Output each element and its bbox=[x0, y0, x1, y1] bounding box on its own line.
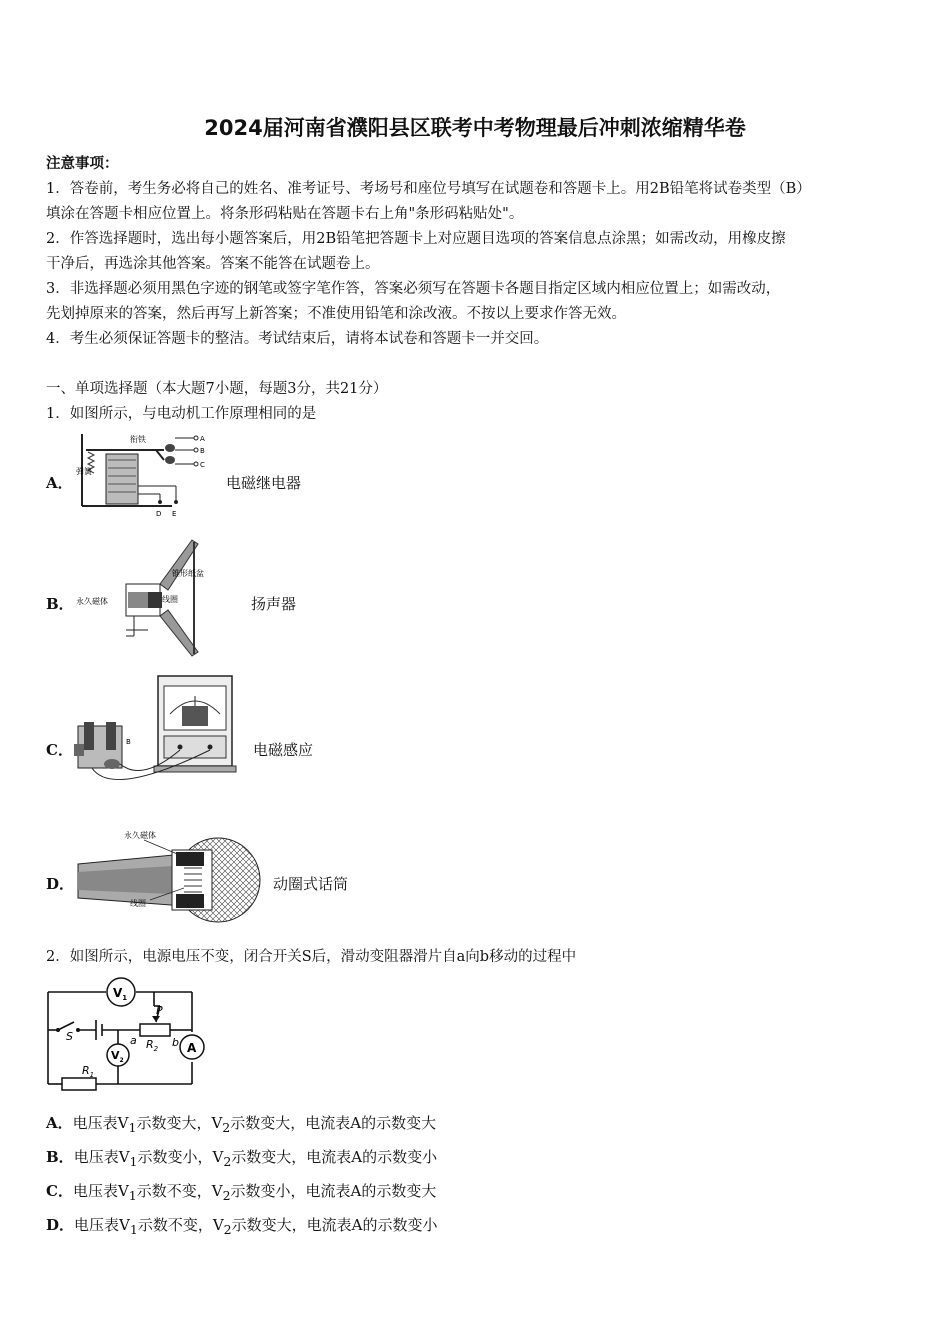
relay-terminal-c: C bbox=[200, 461, 205, 469]
ammeter-symbol: A bbox=[187, 1041, 197, 1055]
switch-label: S bbox=[66, 1030, 73, 1043]
option-a-caption: 电磁继电器 bbox=[226, 474, 302, 492]
q2-option-b: B．电压表$V_1$示数变小，$V_2$示数变大，电流表A的示数变小 bbox=[46, 1148, 438, 1169]
speaker-magnet-label: 永久磁体 bbox=[76, 597, 108, 606]
q2-option-c: C．电压表$V_1$示数不变，$V_2$示数变小，电流表A的示数变大 bbox=[46, 1182, 437, 1203]
option-b-caption: 扬声器 bbox=[251, 595, 297, 613]
mic-magnet-label: 永久磁体 bbox=[124, 831, 156, 840]
option-b-label: B． bbox=[46, 595, 74, 613]
notice-line: 1．答卷前，考生务必将自己的姓名、准考证号、考场号和座位号填写在试题卷和答题卡上。用2B铅笔将试卷类型（B） bbox=[46, 181, 811, 197]
question-2-stem: 2．如图所示，电源电压不变，闭合开关S后，滑动变阻器滑片自a向b移动的过程中 bbox=[46, 949, 577, 965]
q2-option-d: D．电压表$V_1$示数不变，$V_2$示数变大，电流表A的示数变小 bbox=[46, 1216, 438, 1237]
page-title: 2024届河南省濮阳县区联考中考物理最后冲刺浓缩精华卷 bbox=[204, 116, 746, 140]
option-c-label: C． bbox=[46, 741, 73, 759]
notice-heading: 注意事项： bbox=[46, 155, 119, 172]
speaker-cone-label: 锥形纸盆 bbox=[172, 569, 204, 578]
option-a-label: A． bbox=[46, 474, 73, 492]
r1-symbol: R bbox=[82, 1064, 90, 1077]
section-heading: 一、单项选择题（本大题7小题，每题3分，共21分） bbox=[46, 381, 388, 397]
relay-figure bbox=[76, 430, 216, 522]
microphone-figure bbox=[72, 826, 264, 926]
svg-text:R2 bbox=[146, 1038, 159, 1053]
galvanometer-figure bbox=[72, 674, 244, 798]
r2-subscript: 2 bbox=[153, 1045, 159, 1053]
circuit-diagram bbox=[44, 980, 224, 1090]
notice-line: 先划掉原来的答案，然后再写上新答案；不准使用铅笔和涂改液。不按以上要求作答无效。 bbox=[46, 306, 626, 322]
option-d-label: D． bbox=[46, 875, 75, 893]
terminal-b-label: b bbox=[172, 1036, 179, 1049]
option-d-caption: 动圈式话筒 bbox=[273, 875, 349, 893]
relay-spring-label: 弹簧 bbox=[76, 467, 92, 476]
relay-terminal-b: B bbox=[200, 447, 205, 455]
galvanometer-b-label: B bbox=[126, 738, 131, 746]
v1-subscript: 1 bbox=[122, 994, 128, 1002]
v2-symbol: V bbox=[111, 1049, 120, 1062]
r1-subscript: 1 bbox=[89, 1071, 95, 1079]
option-c-caption: 电磁感应 bbox=[253, 741, 314, 759]
v2-subscript: 2 bbox=[119, 1057, 124, 1064]
notice-line: 3．非选择题必须用黑色字迹的钢笔或签字笔作答，答案必须写在答题卡各题目指定区域内相应位置上；如需改动， bbox=[46, 281, 781, 297]
relay-terminal-e: E bbox=[172, 510, 177, 518]
notice-line: 4．考生必须保证答题卡的整洁。考试结束后，请将本试卷和答题卡一并交回。 bbox=[46, 331, 549, 347]
speaker-coil-label: 线圈 bbox=[162, 595, 178, 604]
relay-terminal-d: D bbox=[156, 510, 162, 518]
relay-armature-label: 衔铁 bbox=[130, 435, 146, 444]
notice-line: 填涂在答题卡相应位置上。将条形码粘贴在答题卡右上角"条形码粘贴处"。 bbox=[46, 206, 524, 222]
slider-label: P bbox=[156, 1004, 163, 1017]
q2-option-a: A．电压表$V_1$示数变大，$V_2$示数变大，电流表A的示数变大 bbox=[46, 1114, 437, 1135]
mic-coil-label: 线圈 bbox=[130, 899, 146, 908]
speaker-figure bbox=[76, 540, 236, 660]
notice-line: 2．作答选择题时，选出每小题答案后，用2B铅笔把答题卡上对应题目选项的答案信息点涂黑；如需改动，用橡皮擦 bbox=[46, 231, 786, 247]
notice-line: 干净后，再选涂其他答案。答案不能答在试题卷上。 bbox=[46, 256, 380, 272]
question-1-stem: 1．如图所示，与电动机工作原理相同的是 bbox=[46, 406, 317, 422]
v1-symbol: V bbox=[113, 986, 123, 1000]
r2-symbol: R bbox=[146, 1038, 154, 1051]
relay-terminal-a: A bbox=[200, 435, 205, 443]
svg-text:R1 bbox=[82, 1064, 94, 1079]
terminal-a-label: a bbox=[130, 1034, 137, 1047]
